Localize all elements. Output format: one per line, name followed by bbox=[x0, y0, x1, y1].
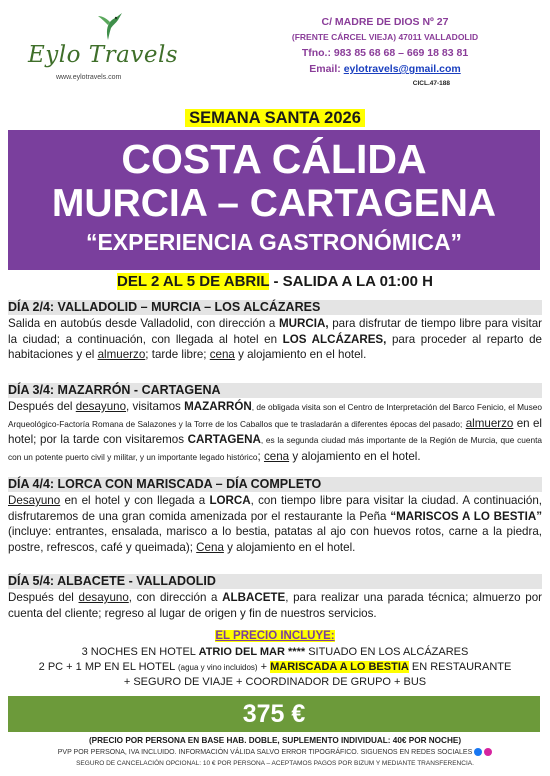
itinerary-day bbox=[8, 383, 542, 465]
includes-heading bbox=[0, 630, 550, 642]
price-conditions: (PRECIO POR PERSONA EN BASE HAB. DOBLE, SUPLEMENTO INDIVIDUAL: 40€ POR NOCHE) bbox=[88, 736, 462, 745]
day-heading: DÍA 4/4: LORCA CON MARISCADA – DÍA COMPLETO bbox=[8, 477, 542, 492]
address-line-2: (FRENTE CÁRCEL VIEJA) 47011 VALLADOLID bbox=[291, 32, 479, 42]
email-link[interactable]: eylotravels@gmail.com bbox=[343, 63, 461, 75]
day-description: Después del desayuno, visitamos MAZARRÓN, de obligada visita son el Centro de Interpretación del Barco Fenicio, el Museo Arqueológico-Factoría Romana de Salazones y la Torre de los Caballos que te trasladarán a diferentes épocas del pasado; almuerzo en el hotel; por la tarde con visitaremos CARTAGENA, es la segunda ciudad más importante de la Región de Murcia, que cuenta con un potente puerto civil y militar, y un importante legado histórico; cena y alojamiento en el hotel. bbox=[8, 400, 543, 463]
day-heading: DÍA 5/4: ALBACETE - VALLADOLID bbox=[8, 574, 542, 589]
season-label bbox=[0, 109, 550, 128]
title-line-2: MURCIA – CARTAGENA bbox=[51, 182, 497, 225]
day-description: Salida en autobús desde Valladolid, con dirección a MURCIA, para disfrutar de tiempo libre para visitar la ciudad; a continuación, con llegada al hotel en LOS ALCÁZARES, para proceder al reparto de habitaciones y el almuerzo; tarde libre; cena y alojamiento en el hotel. bbox=[8, 317, 542, 362]
includes-title: EL PRECIO INCLUYE: bbox=[215, 630, 335, 642]
season-label-text: SEMANA SANTA 2026 bbox=[185, 109, 365, 127]
logo-name: Eylo Travels bbox=[28, 42, 179, 68]
day-heading: DÍA 2/4: VALLADOLID – MURCIA – LOS ALCÁZARES bbox=[8, 300, 542, 315]
day-description: Después del desayuno, con dirección a ALBACETE, para realizar una parada técnica; almuerzo por cuenta del cliente; regreso al lugar de origen y fin de nuestros servicios. bbox=[8, 591, 543, 620]
includes-line: 3 NOCHES EN HOTEL ATRIO DEL MAR **** SITUADO EN LOS ALCÁZARES bbox=[81, 646, 469, 658]
phone-line: Tfno.: 983 85 68 68 – 669 18 83 81 bbox=[301, 47, 469, 59]
hummingbird-icon bbox=[94, 10, 124, 42]
title-banner bbox=[8, 130, 540, 270]
departure-time: - SALIDA A LA 01:00 H bbox=[269, 273, 433, 290]
itinerary-day bbox=[8, 477, 542, 555]
itinerary-day bbox=[8, 574, 542, 621]
contact-block bbox=[260, 14, 510, 78]
footer-notes bbox=[0, 735, 550, 769]
price-value: 375 € bbox=[242, 700, 306, 728]
includes-line: 2 PC + 1 MP EN EL HOTEL (agua y vino incluidos) + MARISCADA A LO BESTIA EN RESTAURANTE bbox=[38, 660, 512, 673]
address-line-1: C/ MADRE DE DIOS Nº 27 bbox=[321, 16, 449, 28]
itinerary-day bbox=[8, 300, 542, 363]
payment-note: SEGURO DE CANCELACIÓN OPCIONAL: 10 € POR PERSONA – ACEPTAMOS PAGOS POR BIZUM Y MEDIANTE TRANSFERENCIA. bbox=[76, 760, 474, 767]
price-banner bbox=[8, 696, 540, 732]
vat-note: PVP POR PERSONA, IVA INCLUIDO. INFORMACIÓN VÁLIDA SALVO ERROR TIPOGRÁFICO. SIGUENOS EN REDES SOCIALES bbox=[0, 747, 550, 758]
day-description: Desayuno en el hotel y con llegada a LORCA, con tiempo libre para visitar la ciudad. A continuación, disfrutaremos de una gran comida amenizada por el restaurante la Peña “MARISCOS A LO BESTIA” (incluye: entrantes, ensalada, marisco a lo bestia, patatas al ajo con huevos rotos, carne a la piedra, postre, refrescos, café y queimada); Cena y alojamiento en el hotel. bbox=[8, 494, 542, 554]
trip-dates bbox=[0, 273, 550, 290]
includes-line: + SEGURO DE VIAJE + COORDINADOR DE GRUPO + BUS bbox=[123, 676, 427, 688]
logo bbox=[18, 8, 179, 81]
day-heading: DÍA 3/4: MAZARRÓN - CARTAGENA bbox=[8, 383, 542, 398]
email-label: Email: bbox=[309, 63, 341, 75]
facebook-icon[interactable] bbox=[474, 748, 482, 756]
email-line bbox=[260, 61, 510, 78]
includes-list bbox=[0, 645, 550, 690]
title-line-3: “EXPERIENCIA GASTRONÓMICA” bbox=[85, 229, 463, 255]
logo-url[interactable]: www.eylotravels.com bbox=[56, 74, 122, 81]
license-code: CICL.47-188 bbox=[412, 80, 450, 87]
instagram-icon[interactable] bbox=[484, 748, 492, 756]
trip-date-range: DEL 2 AL 5 DE ABRIL bbox=[117, 273, 270, 290]
title-line-1: COSTA CÁLIDA bbox=[121, 136, 427, 182]
